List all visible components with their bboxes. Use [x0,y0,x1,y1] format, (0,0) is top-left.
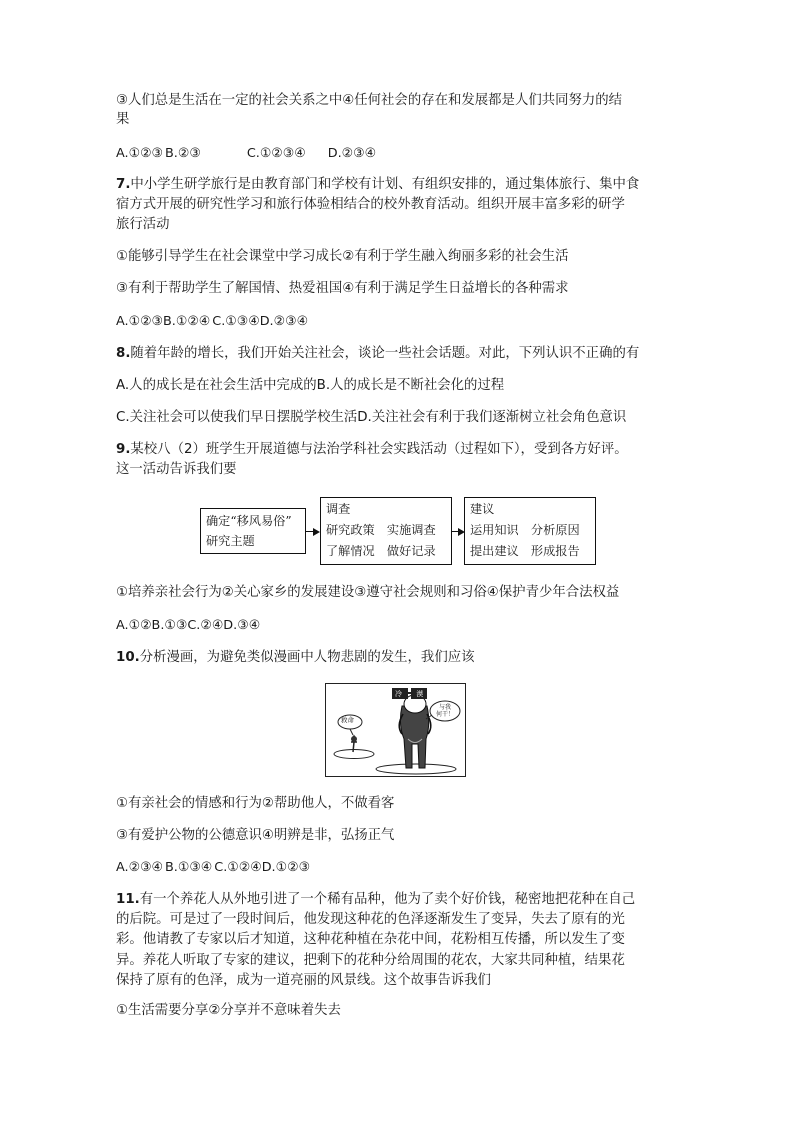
q11-stem-line5: 保持了原有的色泽，成为一道亮丽的风景线。这个故事告诉我们 [116,973,491,988]
flow-arrow-2 [452,531,463,532]
flow-box-topic-line1: 确定“移风易俗” [206,514,292,528]
q7-stem-line2: 宿方式开展的研究性学习和旅行体验相结合的校外教育活动。组织开展丰富多彩的研学 [116,197,625,212]
flow-box-investigate-line1: 调查 [326,502,351,516]
q9-option-d[interactable]: D.③④ [223,618,261,633]
q10-option-a[interactable]: A.②③④ [116,860,164,875]
q9-stem-line2: 这一活动告诉我们要 [116,462,237,477]
q11-number: 11. [116,892,140,907]
flow-box-topic [200,508,306,554]
q10-stem [116,649,475,667]
q6-option-a[interactable]: A.①②③ [116,146,164,161]
q7-option-a[interactable]: A.①②③ [116,314,164,329]
flow-box-suggest-line3: 提出建议 形成报告 [470,544,580,558]
q7-options [116,313,308,331]
flow-box-suggest [464,497,596,565]
flow-box-topic-line2: 研究主题 [206,534,255,548]
q11-statement-1: ①生活需要分享②分享并不意味着失去 [116,1003,341,1018]
q10-options [116,859,310,877]
q9-stem-text1: 某校八（2）班学生开展道德与法治学科社会实践活动（过程如下），受到各方好评。 [130,442,628,457]
flow-box-investigate-line3: 了解情况 做好记录 [326,544,436,558]
flow-box-suggest-line2: 运用知识 分析原因 [470,523,580,537]
q10-option-c[interactable]: C.①②④ [214,860,262,875]
q9-option-c[interactable]: C.②④ [187,618,224,633]
q9-stem-line1 [116,441,628,459]
q8-options-row2 [116,409,626,427]
q6-option-d[interactable]: D.②③④ [327,146,377,161]
q7-stem-line1 [116,176,639,194]
q11-stem-text1: 有一个养花人从外地引进了一个稀有品种，他为了卖个好价钱，秘密地把花种在自己 [139,892,636,907]
q7-option-c[interactable]: C.①③④ [212,314,260,329]
cartoon-bubble-left: 救命 [341,716,354,724]
q8-option-c[interactable]: C.关注社会可以使我们早日摆脱学校生活 [116,410,358,425]
q10-option-d[interactable]: D.①②③ [261,860,311,875]
q6-statement-line2: 果 [116,112,130,127]
cartoon-bubble-right-line2: 何干！ [436,711,455,718]
flow-box-suggest-line1: 建议 [470,502,495,516]
q6-option-c[interactable]: C.①②③④ [246,146,306,161]
q9-option-b[interactable]: B.①③ [151,618,188,633]
q7-number: 7. [116,177,131,192]
q8-options-row1 [116,377,504,395]
flow-arrow-1 [306,531,318,532]
q11-stem-line4: 异。养花人听取了专家的建议，把剩下的花种分给周围的花农，大家共同种植，结果花 [116,953,625,968]
flow-box-investigate [320,497,452,565]
q9-statements: ①培养亲社会行为②关心家乡的发展建设③遵守社会规则和习俗④保护青少年合法权益 [116,585,620,600]
q8-option-a[interactable]: A.人的成长是在社会生活中完成的 [116,378,317,393]
q6-option-b[interactable]: B.②③ [165,146,201,161]
q10-statement-1: ①有亲社会的情感和行为②帮助他人，不做看客 [116,796,395,811]
q9-number: 9. [116,442,131,457]
q7-statement-2: ③有利于帮助学生了解国情、热爱祖国④有利于满足学生日益增长的各种需求 [116,281,569,296]
q11-stem-line2: 的后院。可是过了一段时间后，他发现这种花的色泽逐渐发生了变异，失去了原有的光 [116,912,625,927]
q9-options [116,617,260,635]
q7-stem-text1: 中小学生研学旅行是由教育部门和学校有计划、有组织安排的，通过集体旅行、集中食 [130,177,640,192]
flow-box-investigate-line2: 研究政策 实施调查 [326,523,436,537]
q11-stem-line1 [116,891,635,909]
q8-option-d[interactable]: D.关注社会有利于我们逐渐树立社会角色意识 [357,410,627,425]
q10-stem-text: 分析漫画，为避免类似漫画中人物悲剧的发生，我们应该 [139,650,475,665]
cartoon-bubble-right [436,704,454,718]
q8-stem-text: 随着年龄的增长，我们开始关注社会，谈论一些社会话题。对此，下列认识不正确的有 [130,346,640,361]
q7-stem-line3: 旅行活动 [116,217,170,232]
q6-statement-line1: ③人们总是生活在一定的社会关系之中④任何社会的存在和发展都是人们共同努力的结 [116,93,623,108]
q10-option-b[interactable]: B.①③④ [165,860,213,875]
q10-number: 10. [116,650,140,665]
q7-option-d[interactable]: D.②③④ [259,314,309,329]
q10-statement-2: ③有爱护公物的公德意识④明辨是非，弘扬正气 [116,828,395,843]
q7-statement-1: ①能够引导学生在社会课堂中学习成长②有利于学生融入绚丽多彩的社会生活 [116,249,569,264]
q8-option-b[interactable]: B.人的成长是不断社会化的过程 [316,378,505,393]
q8-number: 8. [116,346,131,361]
q6-options [116,145,376,163]
q7-option-b[interactable]: B.①②④ [163,314,211,329]
cartoon-sign: 冷 漠 [395,690,430,698]
q11-stem-line3: 彩。他请教了专家以后才知道，这种花种植在杂花中间，花粉相互传播，所以发生了变 [116,932,625,947]
q9-option-a[interactable]: A.①② [116,618,152,633]
q9-process-flowchart [200,497,596,567]
q8-stem [116,345,639,363]
q10-cartoon [325,683,466,777]
cartoon-bubble-right-line1: 与我 [439,704,452,711]
